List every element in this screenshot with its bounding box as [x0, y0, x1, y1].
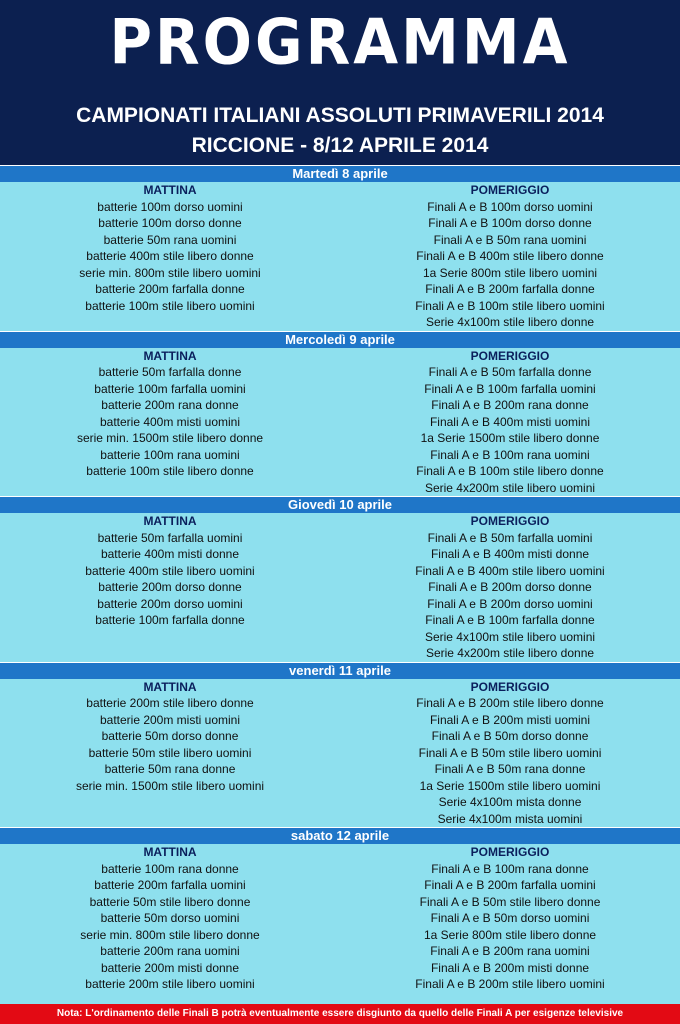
- event-item: Serie 4x100m mista donne: [438, 795, 582, 809]
- event-item: Finali A e B 200m farfalla uomini: [424, 878, 596, 892]
- day-columns: [0, 513, 680, 662]
- event-item: 1a Serie 800m stile libero uomini: [422, 265, 598, 280]
- morning-column: [0, 844, 340, 993]
- event-item: batterie 50m stile libero donne: [89, 894, 251, 909]
- event-item: serie min. 1500m stile libero uomini: [75, 778, 265, 793]
- day-block: [0, 496, 680, 662]
- day-header: Giovedì 10 aprile: [0, 497, 680, 513]
- event-item: Serie 4x100m stile libero uomini: [424, 629, 596, 644]
- morning-heading: MATTINA: [143, 514, 197, 528]
- event-item: Finali A e B 100m dorso donne: [428, 216, 592, 230]
- event-item: Finali A e B 200m dorso donne: [428, 580, 592, 594]
- event-item: batterie 200m dorso donne: [98, 580, 242, 594]
- event-item: batterie 100m rana donne: [101, 861, 239, 876]
- page-title: PROGRAMMA: [109, 5, 571, 79]
- morning-column: [0, 182, 340, 314]
- event-item: batterie 100m farfalla uomini: [94, 381, 246, 396]
- event-item: batterie 200m stile libero uomini: [85, 977, 255, 991]
- event-item: Finali A e B 50m rana donne: [434, 762, 586, 776]
- event-item: batterie 200m rana donne: [101, 398, 239, 412]
- morning-column: [0, 679, 340, 795]
- event-item: Finali A e B 200m stile libero donne: [416, 696, 604, 710]
- event-item: batterie 100m stile libero uomini: [85, 298, 255, 313]
- event-item: Finali A e B 100m rana uomini: [430, 447, 590, 462]
- event-item: Finali A e B 100m rana donne: [431, 861, 589, 876]
- morning-heading: MATTINA: [143, 845, 197, 859]
- event-item: Finali A e B 50m dorso uomini: [430, 911, 590, 925]
- day-header: sabato 12 aprile: [0, 828, 680, 844]
- event-item: 1a Serie 1500m stile libero uomini: [419, 778, 601, 793]
- event-item: batterie 100m dorso donne: [98, 216, 242, 230]
- event-item: Serie 4x200m stile libero donne: [425, 646, 595, 660]
- event-item: batterie 50m stile libero uomini: [88, 745, 252, 760]
- day-block: [0, 331, 680, 497]
- morning-column: [0, 513, 340, 629]
- event-item: Finali A e B 200m rana donne: [431, 398, 589, 412]
- event-item: batterie 200m rana uomini: [100, 944, 240, 958]
- event-item: batterie 400m stile libero uomini: [85, 563, 255, 578]
- morning-heading: MATTINA: [143, 348, 197, 363]
- event-item: Finali A e B 200m dorso uomini: [427, 596, 593, 611]
- event-item: batterie 100m rana uomini: [100, 447, 240, 462]
- event-item: batterie 400m stile libero donne: [86, 249, 254, 263]
- event-item: batterie 200m dorso uomini: [97, 596, 243, 611]
- day-header: venerdì 11 aprile: [0, 663, 680, 679]
- event-item: batterie 100m stile libero donne: [86, 464, 254, 478]
- event-item: batterie 100m dorso uomini: [97, 199, 243, 214]
- afternoon-heading: POMERIGGIO: [470, 845, 550, 859]
- day-columns: [0, 182, 680, 331]
- day-columns: [0, 348, 680, 497]
- event-item: Finali A e B 200m rana uomini: [430, 944, 590, 958]
- event-item: Finali A e B 50m stile libero donne: [419, 894, 601, 909]
- event-item: Serie 4x100m stile libero donne: [425, 315, 595, 329]
- schedule: [0, 165, 680, 993]
- event-item: Finali A e B 100m stile libero uomini: [415, 298, 605, 313]
- event-item: batterie 400m misti uomini: [99, 414, 241, 429]
- event-item: Finali A e B 400m misti donne: [430, 547, 590, 561]
- event-item: batterie 200m misti donne: [100, 960, 240, 975]
- event-item: batterie 50m farfalla uomini: [97, 530, 243, 545]
- event-item: batterie 50m farfalla donne: [98, 365, 242, 379]
- day-block: [0, 662, 680, 828]
- event-item: Finali A e B 400m stile libero uomini: [415, 563, 605, 578]
- afternoon-heading: POMERIGGIO: [470, 183, 550, 197]
- event-item: 1a Serie 1500m stile libero donne: [420, 431, 600, 445]
- event-item: batterie 50m rana donne: [104, 762, 236, 776]
- event-item: Finali A e B 50m stile libero uomini: [418, 745, 602, 760]
- afternoon-column: [340, 513, 680, 662]
- footnote: Nota: L'ordinamento delle Finali B potrà eventualmente essere disgiunto da quello delle Finali A per esigenze televisive: [0, 1004, 680, 1024]
- event-item: batterie 50m dorso donne: [101, 729, 239, 743]
- event-item: serie min. 800m stile libero uomini: [79, 265, 261, 280]
- event-item: serie min. 1500m stile libero donne: [76, 431, 264, 445]
- event-item: Finali A e B 400m misti uomini: [429, 414, 591, 429]
- morning-column: [0, 348, 340, 480]
- championship-title: CAMPIONATI ITALIANI ASSOLUTI PRIMAVERILI 2014: [76, 104, 604, 127]
- afternoon-column: [340, 182, 680, 331]
- afternoon-heading: POMERIGGIO: [470, 348, 550, 363]
- event-item: serie min. 800m stile libero donne: [80, 927, 260, 942]
- afternoon-heading: POMERIGGIO: [470, 514, 550, 528]
- location-dates: RICCIONE - 8/12 APRILE 2014: [191, 134, 489, 157]
- event-item: batterie 100m farfalla donne: [95, 613, 245, 627]
- event-item: batterie 200m misti uomini: [99, 712, 241, 727]
- event-item: batterie 50m rana uomini: [103, 232, 237, 247]
- day-block: [0, 165, 680, 331]
- event-item: Finali A e B 400m stile libero donne: [416, 249, 604, 263]
- header: [0, 0, 680, 165]
- event-item: batterie 200m stile libero donne: [86, 696, 254, 710]
- day-columns: [0, 844, 680, 993]
- event-item: Finali A e B 50m rana uomini: [433, 232, 587, 247]
- event-item: Finali A e B 200m misti uomini: [429, 712, 591, 727]
- afternoon-column: [340, 679, 680, 828]
- event-item: Serie 4x100m mista uomini: [437, 811, 583, 826]
- event-item: batterie 50m dorso uomini: [100, 911, 240, 925]
- afternoon-column: [340, 844, 680, 993]
- event-item: Finali A e B 100m dorso uomini: [427, 199, 593, 214]
- day-columns: [0, 679, 680, 828]
- day-header: Martedì 8 aprile: [0, 166, 680, 182]
- day-block: [0, 827, 680, 993]
- day-header: Mercoledì 9 aprile: [0, 332, 680, 348]
- event-item: batterie 200m farfalla donne: [95, 282, 245, 296]
- event-item: Finali A e B 100m farfalla donne: [425, 613, 595, 627]
- afternoon-column: [340, 348, 680, 497]
- event-item: Finali A e B 100m stile libero donne: [416, 464, 604, 478]
- morning-heading: MATTINA: [143, 183, 197, 197]
- event-item: batterie 200m farfalla uomini: [94, 878, 246, 892]
- afternoon-heading: POMERIGGIO: [470, 679, 550, 694]
- morning-heading: MATTINA: [143, 679, 197, 694]
- event-item: Finali A e B 100m farfalla uomini: [424, 381, 596, 396]
- event-item: batterie 400m misti donne: [100, 547, 240, 561]
- event-item: Finali A e B 200m farfalla donne: [425, 282, 595, 296]
- event-item: Serie 4x200m stile libero uomini: [424, 480, 596, 495]
- event-item: Finali A e B 50m dorso donne: [431, 729, 589, 743]
- event-item: Finali A e B 200m misti donne: [430, 960, 590, 975]
- event-item: Finali A e B 50m farfalla donne: [428, 365, 592, 379]
- event-item: Finali A e B 200m stile libero uomini: [415, 977, 605, 991]
- event-item: 1a Serie 800m stile libero donne: [423, 927, 597, 942]
- event-item: Finali A e B 50m farfalla uomini: [427, 530, 593, 545]
